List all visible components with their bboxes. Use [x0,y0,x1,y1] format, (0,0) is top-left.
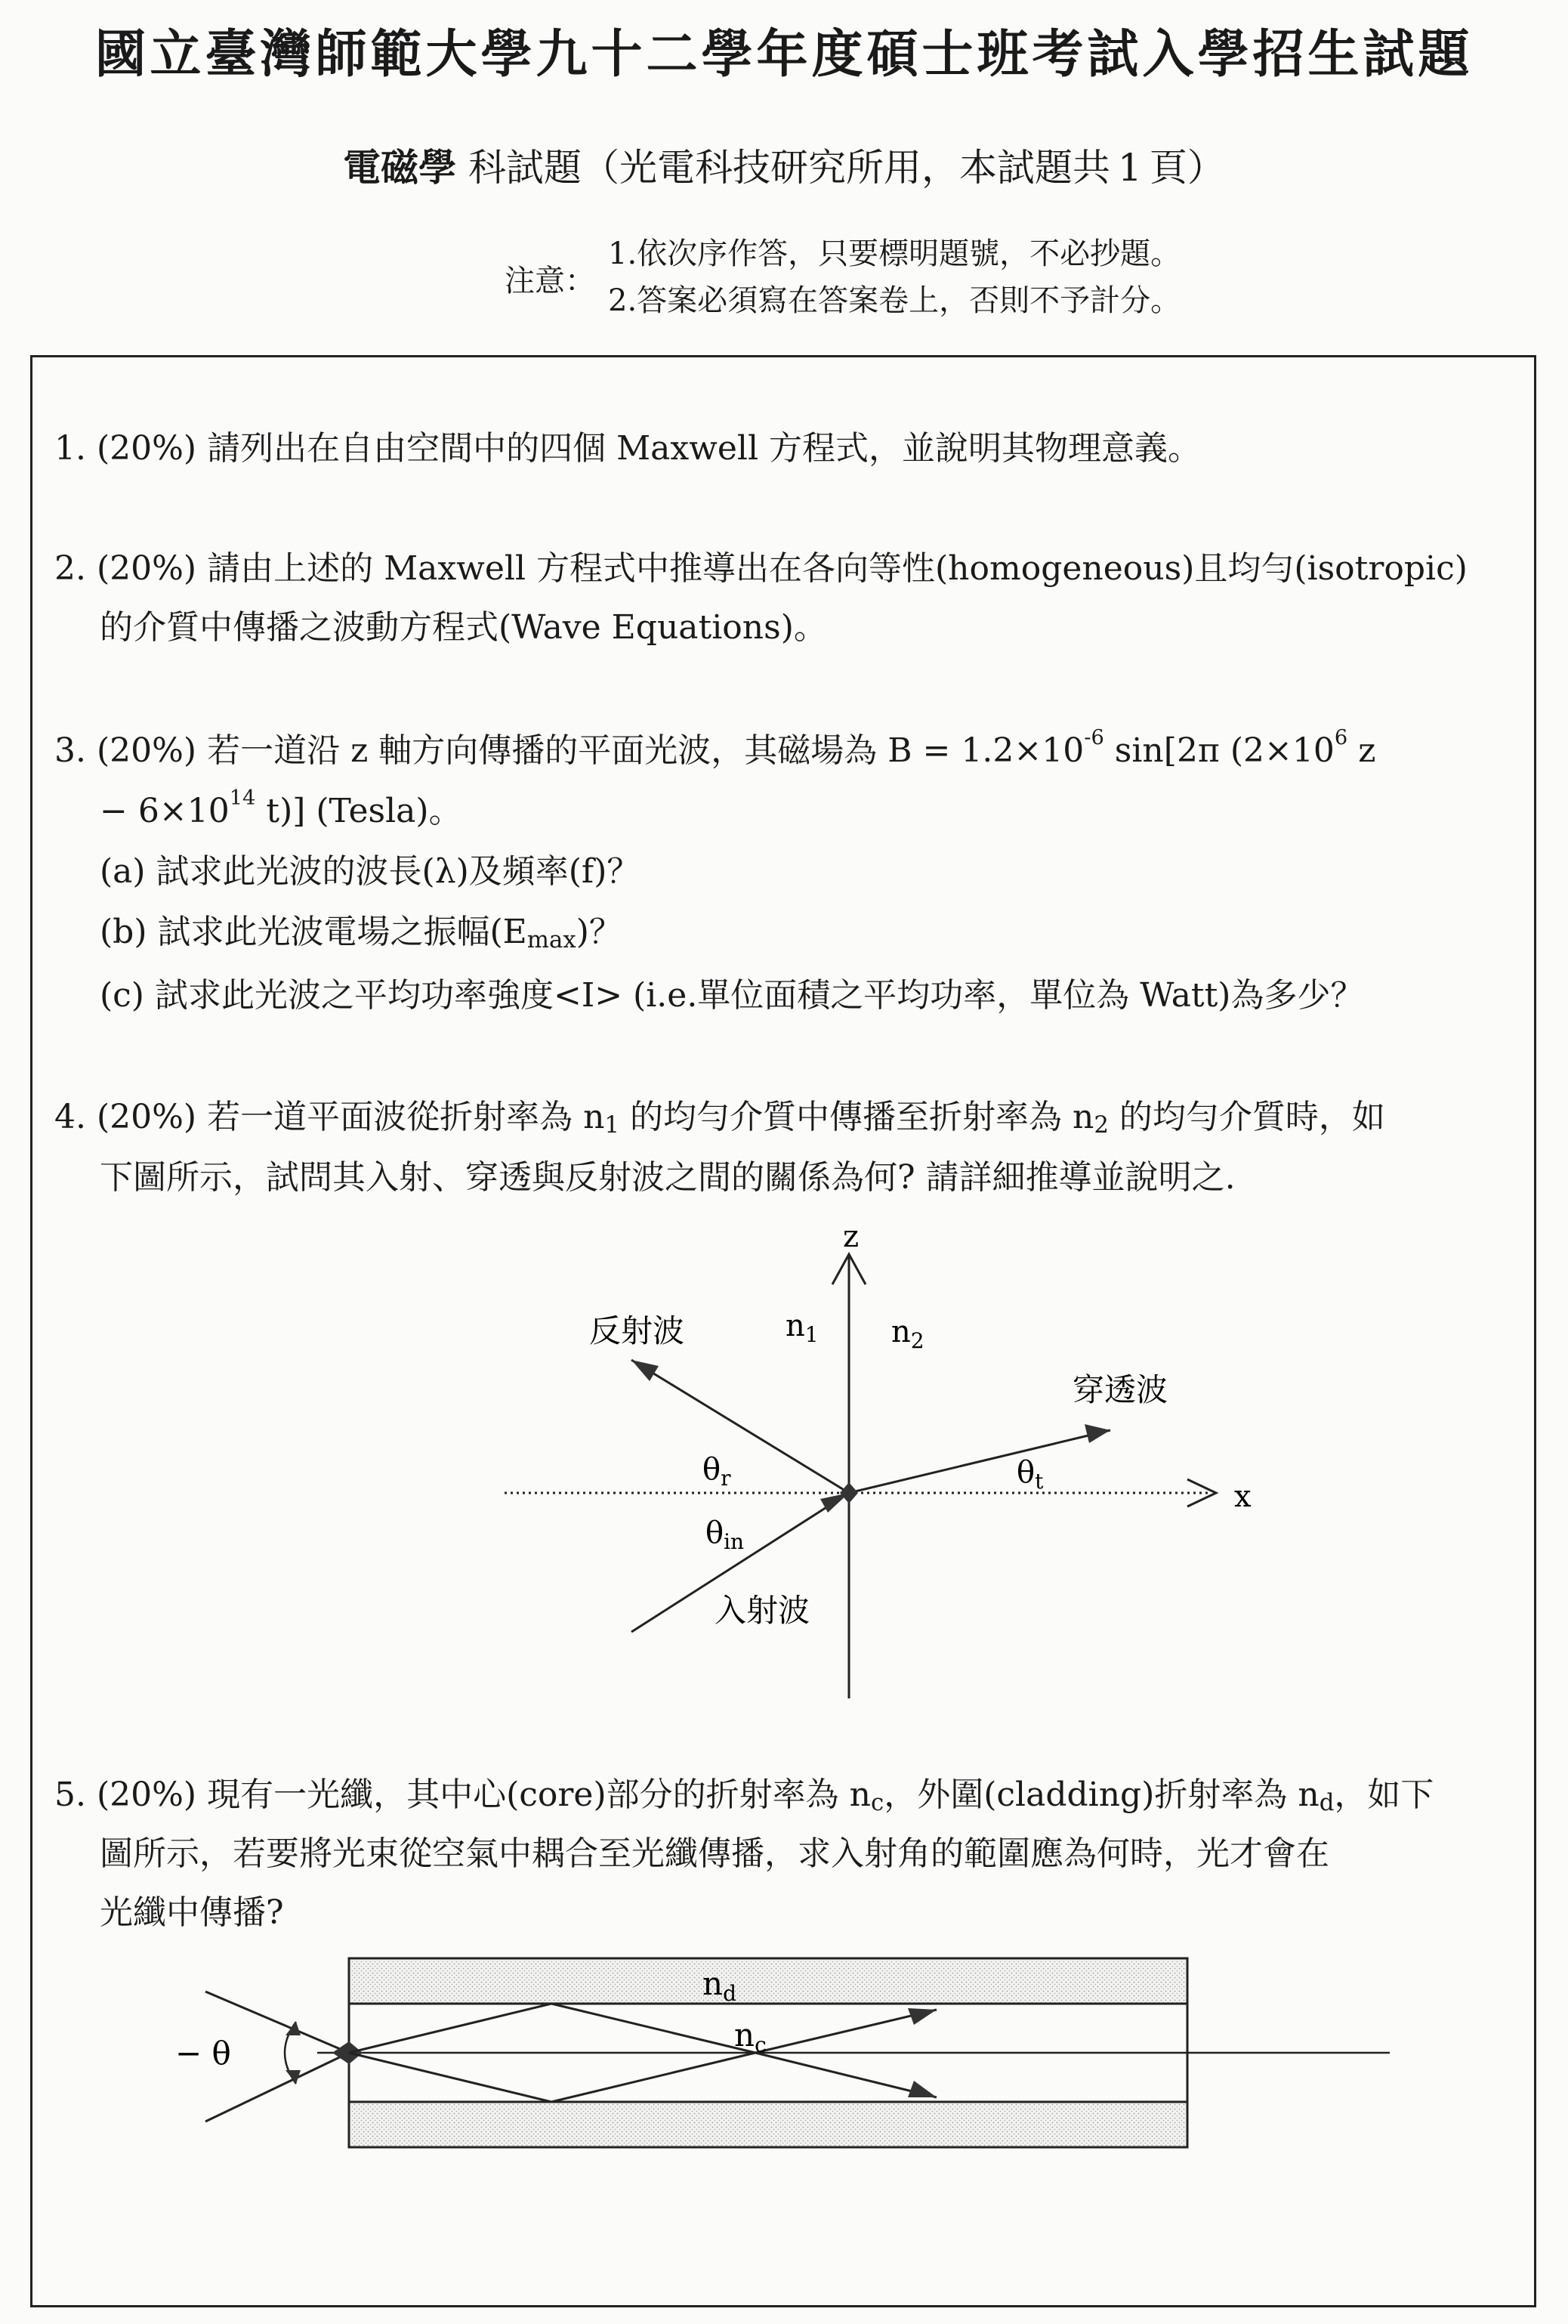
q3b-text-b: )？ [576,913,622,951]
question-2-line-1: 2. (20%) 請由上述的 Maxwell 方程式中推導出在各向等性(homogeneous)且均勻(isotropic) [54,549,1468,588]
q3b-text-a: (b) 試求此光波電場之振幅(E [100,913,527,951]
q3-exp-1: -6 [1084,725,1104,749]
notice-item-1: 1.依次序作答，只要標明題號，不必抄題。 [608,236,1181,271]
question-5-line-3: 光纖中傳播? [100,1893,284,1932]
x-label: x [1234,1479,1252,1514]
q4-text-c: 的均勻介質時，如 [1108,1098,1385,1136]
q4-text-a: 4. (20%) 若一道平面波從折射率為 n [54,1098,605,1136]
q3-line2-b: t)] (Tesla)。 [255,792,462,830]
question-1: 1. (20%) 請列出在自由空間中的四個 Maxwell 方程式，並說明其物理意義。 [54,429,1201,468]
theta-t-label: $\theta_t$ [1017,1455,1044,1494]
q3-line2-a: − 6×10 [100,792,230,830]
theta-in-label: $\theta_{in}$ [705,1516,745,1554]
q5-text-c: ，如下 [1334,1775,1434,1814]
q5-sub-1: c [870,1789,884,1817]
q3-exp-3: 14 [229,786,256,810]
nc-label: nc [734,2017,767,2057]
q4-sub-2: 2 [1094,1111,1109,1139]
page-suffix: 頁） [1149,146,1225,190]
q5-sub-2: d [1319,1789,1335,1817]
page-count: 1 [1118,146,1142,190]
question-3c: (c) 試求此光波之平均功率強度<I> (i.e.單位面積之平均功率，單位為 Watt)為多少？ [100,976,1364,1015]
nd-label: nd [702,1965,736,2006]
subject-name: 電磁學 [343,145,457,190]
transmitted-wave-label: 穿透波 [1073,1371,1168,1408]
reflected-wave-label: 反射波 [589,1312,685,1349]
cladding-bottom [350,2102,1186,2146]
subject-suffix: 科試題（光電科技研究所用，本試題共 [456,146,1111,190]
q3-text-a: 3. (20%) 若一道沿 z 軸方向傳播的平面光波，其磁場為 B = 1.2×10 [54,731,1085,770]
q3-exp-2: 6 [1334,725,1348,749]
q3-text-b: sin[2π (2×10 [1103,731,1335,770]
n1-label: $n_1$ [786,1309,819,1347]
q5-text-b: ，外圍(cladding)折射率為 n [884,1775,1320,1814]
question-5-line-2: 圖所示，若要將光束從空氣中耦合至光纖傳播，求入射角的範圍應為何時，光才會在 [100,1834,1329,1873]
n2-label: $n_2$ [891,1315,924,1353]
q5-text-a: 5. (20%) 現有一光纖，其中心(core)部分的折射率為 n [54,1775,871,1814]
q3-text-c: z [1347,731,1376,770]
notice-item-2: 2.答案必須寫在答案卷上，否則不予計分。 [608,283,1181,318]
theta-arc-arrow-top [286,2022,301,2035]
cladding-top [350,1960,1186,2004]
theta-r-label: $\theta_r$ [702,1452,731,1491]
incident-wave-label: 入射波 [715,1592,810,1629]
question-2-line-2: 的介質中傳播之波動方程式(Wave Equations)。 [100,608,827,647]
q3b-subscript: max [526,926,576,954]
theta-label: − θ [175,2035,231,2072]
q4-text-b: 的均勻介質中傳播至折射率為 n [619,1098,1094,1136]
notice-label: 注意： [505,264,595,298]
page-title: 國立臺灣師範大學九十二學年度碩士班考試入學招生試題 [94,24,1474,85]
z-label: z [843,1219,860,1254]
q4-sub-1: 1 [604,1111,620,1139]
question-4-line-2: 下圖所示，試問其入射、穿透與反射波之間的關係為何? 請詳細推導並說明之. [100,1158,1236,1197]
question-3a: (a) 試求此光波的波長(λ)及頻率(f)？ [100,852,640,891]
